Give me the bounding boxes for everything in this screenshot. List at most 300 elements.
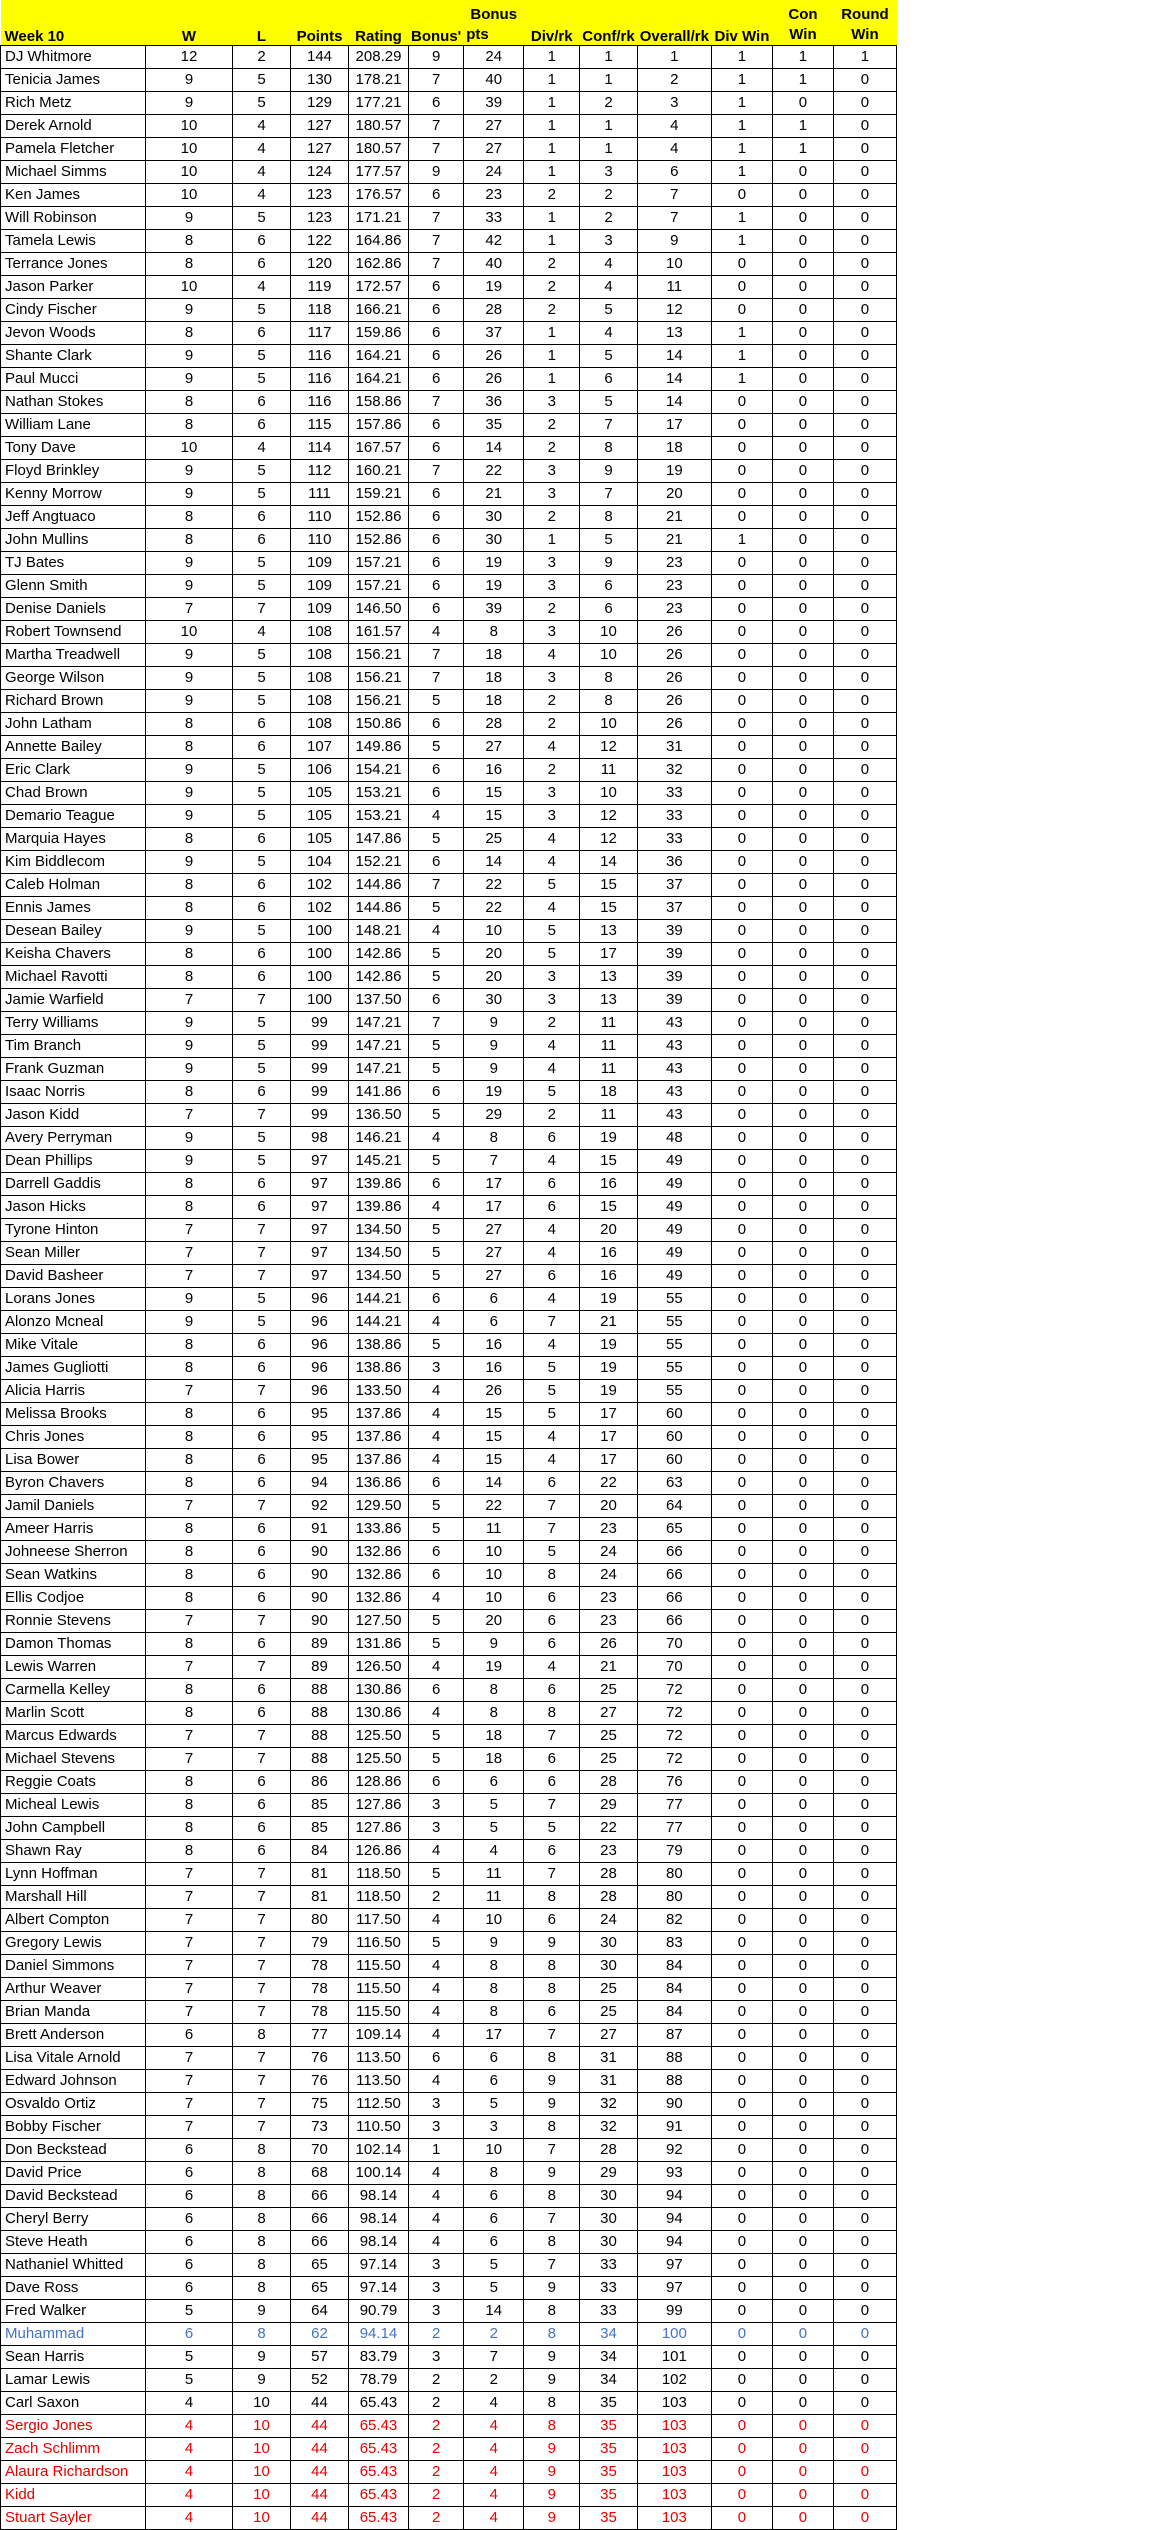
- cell-losses: 10: [233, 2414, 291, 2437]
- table-row: [1, 1586, 897, 1609]
- cell-bonus-pts: 3: [464, 2115, 524, 2138]
- cell-player-name: Muhammad: [1, 2322, 146, 2345]
- table-row: [1, 758, 897, 781]
- col-header-rating: Rating: [349, 0, 409, 45]
- cell-points: 97: [291, 1218, 349, 1241]
- cell-points: 90: [291, 1586, 349, 1609]
- cell-rating: 164.21: [349, 367, 409, 390]
- cell-wins: 5: [146, 2368, 233, 2391]
- cell-div-win: 0: [711, 275, 772, 298]
- cell-div-rank: 1: [524, 206, 580, 229]
- cell-div-win: 0: [711, 390, 772, 413]
- cell-wins: 8: [146, 1563, 233, 1586]
- cell-player-name: Jason Hicks: [1, 1195, 146, 1218]
- cell-overall-rank: 103: [637, 2483, 711, 2506]
- cell-points: 86: [291, 1770, 349, 1793]
- cell-round-win: 0: [833, 551, 896, 574]
- cell-round-win: 0: [833, 1931, 896, 1954]
- cell-bonus: 3: [409, 2276, 464, 2299]
- cell-round-win: 0: [833, 1310, 896, 1333]
- cell-bonus-pts: 27: [464, 137, 524, 160]
- cell-bonus: 6: [409, 183, 464, 206]
- cell-bonus: 7: [409, 206, 464, 229]
- cell-con-win: 0: [772, 2322, 833, 2345]
- cell-bonus-pts: 8: [464, 1126, 524, 1149]
- cell-conf-rank: 15: [580, 1195, 638, 1218]
- cell-div-win: 0: [711, 735, 772, 758]
- cell-rating: 146.50: [349, 597, 409, 620]
- cell-overall-rank: 49: [637, 1241, 711, 1264]
- cell-bonus-pts: 11: [464, 1517, 524, 1540]
- cell-conf-rank: 26: [580, 1632, 638, 1655]
- cell-player-name: Albert Compton: [1, 1908, 146, 1931]
- cell-conf-rank: 20: [580, 1218, 638, 1241]
- cell-points: 44: [291, 2414, 349, 2437]
- cell-overall-rank: 65: [637, 1517, 711, 1540]
- cell-wins: 7: [146, 1655, 233, 1678]
- cell-div-rank: 4: [524, 1655, 580, 1678]
- cell-wins: 10: [146, 183, 233, 206]
- cell-round-win: 0: [833, 183, 896, 206]
- cell-player-name: David Basheer: [1, 1264, 146, 1287]
- cell-div-win: 1: [711, 91, 772, 114]
- cell-wins: 8: [146, 390, 233, 413]
- cell-losses: 7: [233, 1885, 291, 1908]
- cell-div-rank: 5: [524, 942, 580, 965]
- cell-bonus-pts: 8: [464, 2161, 524, 2184]
- cell-div-rank: 2: [524, 597, 580, 620]
- table-row: [1, 2138, 897, 2161]
- cell-div-rank: 8: [524, 2046, 580, 2069]
- cell-overall-rank: 93: [637, 2161, 711, 2184]
- cell-rating: 157.86: [349, 413, 409, 436]
- cell-wins: 4: [146, 2437, 233, 2460]
- cell-con-win: 0: [772, 2069, 833, 2092]
- cell-con-win: 0: [772, 1655, 833, 1678]
- cell-round-win: 0: [833, 91, 896, 114]
- cell-overall-rank: 14: [637, 390, 711, 413]
- cell-player-name: Ken James: [1, 183, 146, 206]
- cell-player-name: Demario Teague: [1, 804, 146, 827]
- cell-round-win: 0: [833, 2000, 896, 2023]
- cell-bonus-pts: 39: [464, 91, 524, 114]
- cell-con-win: 0: [772, 482, 833, 505]
- cell-points: 106: [291, 758, 349, 781]
- cell-wins: 6: [146, 2322, 233, 2345]
- cell-overall-rank: 80: [637, 1862, 711, 1885]
- cell-div-rank: 6: [524, 1195, 580, 1218]
- cell-wins: 8: [146, 1333, 233, 1356]
- cell-rating: 115.50: [349, 1977, 409, 2000]
- cell-wins: 6: [146, 2276, 233, 2299]
- cell-rating: 115.50: [349, 2000, 409, 2023]
- cell-conf-rank: 5: [580, 298, 638, 321]
- cell-losses: 5: [233, 206, 291, 229]
- cell-points: 109: [291, 574, 349, 597]
- cell-conf-rank: 1: [580, 137, 638, 160]
- table-row: [1, 1862, 897, 1885]
- cell-bonus: 3: [409, 1793, 464, 1816]
- cell-overall-rank: 77: [637, 1793, 711, 1816]
- cell-player-name: Dave Ross: [1, 2276, 146, 2299]
- cell-conf-rank: 25: [580, 1678, 638, 1701]
- cell-div-win: 0: [711, 2069, 772, 2092]
- cell-div-rank: 1: [524, 160, 580, 183]
- cell-round-win: 0: [833, 459, 896, 482]
- cell-div-rank: 4: [524, 1333, 580, 1356]
- cell-player-name: Floyd Brinkley: [1, 459, 146, 482]
- cell-player-name: Richard Brown: [1, 689, 146, 712]
- cell-bonus-pts: 11: [464, 1885, 524, 1908]
- cell-wins: 4: [146, 2460, 233, 2483]
- cell-points: 44: [291, 2437, 349, 2460]
- cell-div-win: 0: [711, 1724, 772, 1747]
- table-row: [1, 2253, 897, 2276]
- cell-bonus: 6: [409, 367, 464, 390]
- cell-wins: 8: [146, 1701, 233, 1724]
- cell-div-win: 0: [711, 2483, 772, 2506]
- cell-losses: 6: [233, 735, 291, 758]
- cell-points: 97: [291, 1264, 349, 1287]
- cell-wins: 9: [146, 850, 233, 873]
- cell-round-win: 0: [833, 1448, 896, 1471]
- cell-bonus-pts: 19: [464, 1655, 524, 1678]
- cell-wins: 8: [146, 1839, 233, 1862]
- cell-wins: 6: [146, 2023, 233, 2046]
- cell-wins: 7: [146, 1931, 233, 1954]
- cell-points: 111: [291, 482, 349, 505]
- cell-conf-rank: 7: [580, 482, 638, 505]
- cell-div-win: 0: [711, 2092, 772, 2115]
- cell-points: 89: [291, 1632, 349, 1655]
- cell-bonus: 4: [409, 2000, 464, 2023]
- cell-wins: 8: [146, 1080, 233, 1103]
- cell-losses: 7: [233, 1655, 291, 1678]
- cell-round-win: 0: [833, 689, 896, 712]
- table-row: [1, 2414, 897, 2437]
- cell-losses: 6: [233, 505, 291, 528]
- cell-wins: 8: [146, 942, 233, 965]
- cell-bonus: 4: [409, 1425, 464, 1448]
- col-header-overall-rk: Overall/rk: [637, 0, 711, 45]
- col-header-round-win-line1: Round: [841, 5, 889, 23]
- cell-round-win: 0: [833, 873, 896, 896]
- cell-wins: 8: [146, 896, 233, 919]
- cell-round-win: 0: [833, 1977, 896, 2000]
- cell-conf-rank: 30: [580, 2207, 638, 2230]
- cell-losses: 7: [233, 1264, 291, 1287]
- cell-bonus: 6: [409, 1563, 464, 1586]
- cell-points: 44: [291, 2483, 349, 2506]
- cell-div-win: 0: [711, 2506, 772, 2529]
- cell-round-win: 0: [833, 68, 896, 91]
- table-row: [1, 1839, 897, 1862]
- cell-con-win: 0: [772, 2023, 833, 2046]
- cell-overall-rank: 4: [637, 137, 711, 160]
- cell-bonus-pts: 19: [464, 1080, 524, 1103]
- cell-bonus: 6: [409, 1471, 464, 1494]
- cell-bonus-pts: 6: [464, 2230, 524, 2253]
- cell-wins: 8: [146, 1172, 233, 1195]
- cell-bonus: 7: [409, 252, 464, 275]
- cell-overall-rank: 32: [637, 758, 711, 781]
- cell-con-win: 0: [772, 459, 833, 482]
- cell-points: 108: [291, 689, 349, 712]
- cell-bonus-pts: 36: [464, 390, 524, 413]
- cell-player-name: Marcus Edwards: [1, 1724, 146, 1747]
- cell-bonus-pts: 20: [464, 965, 524, 988]
- col-header-w: W: [146, 0, 233, 45]
- cell-bonus-pts: 18: [464, 1747, 524, 1770]
- cell-bonus-pts: 14: [464, 850, 524, 873]
- col-header-div-rk: Div/rk: [524, 0, 580, 45]
- cell-points: 100: [291, 919, 349, 942]
- cell-round-win: 0: [833, 2184, 896, 2207]
- cell-conf-rank: 4: [580, 275, 638, 298]
- cell-wins: 8: [146, 827, 233, 850]
- cell-round-win: 0: [833, 1678, 896, 1701]
- cell-div-win: 0: [711, 2184, 772, 2207]
- cell-losses: 5: [233, 666, 291, 689]
- cell-overall-rank: 102: [637, 2368, 711, 2391]
- cell-wins: 8: [146, 1540, 233, 1563]
- cell-bonus: 4: [409, 2207, 464, 2230]
- cell-bonus: 6: [409, 482, 464, 505]
- cell-rating: 137.86: [349, 1448, 409, 1471]
- cell-losses: 7: [233, 2069, 291, 2092]
- cell-bonus: 7: [409, 459, 464, 482]
- cell-overall-rank: 49: [637, 1149, 711, 1172]
- cell-con-win: 0: [772, 252, 833, 275]
- cell-div-rank: 8: [524, 1563, 580, 1586]
- cell-con-win: 0: [772, 620, 833, 643]
- cell-bonus: 6: [409, 1172, 464, 1195]
- cell-bonus-pts: 4: [464, 2414, 524, 2437]
- cell-points: 99: [291, 1034, 349, 1057]
- cell-rating: 97.14: [349, 2253, 409, 2276]
- cell-round-win: 0: [833, 2161, 896, 2184]
- cell-con-win: 0: [772, 689, 833, 712]
- cell-div-win: 1: [711, 160, 772, 183]
- cell-bonus-pts: 19: [464, 574, 524, 597]
- cell-div-rank: 8: [524, 1701, 580, 1724]
- cell-bonus-pts: 27: [464, 1241, 524, 1264]
- cell-div-rank: 4: [524, 1034, 580, 1057]
- table-row: [1, 804, 897, 827]
- cell-losses: 7: [233, 2046, 291, 2069]
- cell-losses: 7: [233, 1724, 291, 1747]
- table-row: [1, 1402, 897, 1425]
- cell-div-rank: 4: [524, 1448, 580, 1471]
- cell-losses: 8: [233, 2023, 291, 2046]
- cell-bonus-pts: 24: [464, 45, 524, 68]
- cell-losses: 5: [233, 482, 291, 505]
- cell-player-name: Rich Metz: [1, 91, 146, 114]
- cell-div-rank: 4: [524, 1287, 580, 1310]
- table-row: [1, 1678, 897, 1701]
- cell-div-win: 1: [711, 344, 772, 367]
- cell-bonus-pts: 7: [464, 1149, 524, 1172]
- cell-bonus: 5: [409, 1609, 464, 1632]
- cell-div-win: 0: [711, 252, 772, 275]
- cell-bonus-pts: 35: [464, 413, 524, 436]
- cell-rating: 160.21: [349, 459, 409, 482]
- cell-player-name: Alaura Richardson: [1, 2460, 146, 2483]
- cell-overall-rank: 94: [637, 2207, 711, 2230]
- cell-round-win: 0: [833, 2483, 896, 2506]
- cell-div-rank: 8: [524, 2184, 580, 2207]
- cell-bonus: 5: [409, 1218, 464, 1241]
- cell-conf-rank: 14: [580, 850, 638, 873]
- cell-div-win: 0: [711, 1080, 772, 1103]
- cell-points: 105: [291, 804, 349, 827]
- cell-points: 127: [291, 114, 349, 137]
- cell-conf-rank: 12: [580, 735, 638, 758]
- cell-wins: 9: [146, 666, 233, 689]
- cell-bonus-pts: 39: [464, 597, 524, 620]
- cell-con-win: 0: [772, 896, 833, 919]
- cell-overall-rank: 55: [637, 1333, 711, 1356]
- cell-points: 108: [291, 666, 349, 689]
- cell-conf-rank: 9: [580, 459, 638, 482]
- cell-bonus-pts: 10: [464, 919, 524, 942]
- cell-round-win: 0: [833, 850, 896, 873]
- cell-points: 105: [291, 827, 349, 850]
- cell-overall-rank: 91: [637, 2115, 711, 2138]
- cell-div-win: 1: [711, 114, 772, 137]
- cell-overall-rank: 70: [637, 1632, 711, 1655]
- cell-round-win: 0: [833, 298, 896, 321]
- cell-bonus-pts: 7: [464, 2345, 524, 2368]
- cell-bonus-pts: 5: [464, 2092, 524, 2115]
- cell-round-win: 0: [833, 735, 896, 758]
- cell-wins: 8: [146, 965, 233, 988]
- cell-points: 130: [291, 68, 349, 91]
- cell-con-win: 0: [772, 1195, 833, 1218]
- cell-conf-rank: 19: [580, 1333, 638, 1356]
- table-row: [1, 1793, 897, 1816]
- table-row: [1, 2230, 897, 2253]
- cell-div-rank: 1: [524, 91, 580, 114]
- cell-round-win: 0: [833, 1241, 896, 1264]
- cell-points: 110: [291, 528, 349, 551]
- cell-points: 96: [291, 1379, 349, 1402]
- cell-bonus-pts: 4: [464, 2391, 524, 2414]
- cell-losses: 7: [233, 1931, 291, 1954]
- cell-bonus: 7: [409, 68, 464, 91]
- cell-bonus-pts: 17: [464, 2023, 524, 2046]
- cell-div-rank: 6: [524, 1609, 580, 1632]
- cell-bonus: 4: [409, 2184, 464, 2207]
- cell-bonus-pts: 22: [464, 896, 524, 919]
- cell-losses: 6: [233, 1793, 291, 1816]
- cell-losses: 7: [233, 1609, 291, 1632]
- cell-div-win: 0: [711, 1793, 772, 1816]
- table-row: [1, 2046, 897, 2069]
- cell-overall-rank: 90: [637, 2092, 711, 2115]
- cell-overall-rank: 43: [637, 1103, 711, 1126]
- cell-overall-rank: 21: [637, 528, 711, 551]
- cell-points: 102: [291, 896, 349, 919]
- cell-overall-rank: 72: [637, 1678, 711, 1701]
- cell-bonus-pts: 9: [464, 1057, 524, 1080]
- cell-con-win: 0: [772, 988, 833, 1011]
- cell-conf-rank: 35: [580, 2460, 638, 2483]
- cell-bonus: 6: [409, 505, 464, 528]
- cell-player-name: Tamela Lewis: [1, 229, 146, 252]
- cell-con-win: 0: [772, 298, 833, 321]
- cell-losses: 8: [233, 2138, 291, 2161]
- cell-wins: 7: [146, 1218, 233, 1241]
- cell-div-win: 0: [711, 597, 772, 620]
- cell-points: 123: [291, 206, 349, 229]
- cell-conf-rank: 24: [580, 1908, 638, 1931]
- cell-div-rank: 1: [524, 114, 580, 137]
- cell-player-name: Will Robinson: [1, 206, 146, 229]
- cell-points: 96: [291, 1356, 349, 1379]
- cell-round-win: 0: [833, 1839, 896, 1862]
- cell-bonus: 4: [409, 1195, 464, 1218]
- cell-div-rank: 5: [524, 1540, 580, 1563]
- cell-con-win: 0: [772, 873, 833, 896]
- cell-div-win: 1: [711, 528, 772, 551]
- cell-wins: 10: [146, 620, 233, 643]
- cell-losses: 7: [233, 1494, 291, 1517]
- cell-con-win: 0: [772, 1241, 833, 1264]
- cell-bonus-pts: 6: [464, 1770, 524, 1793]
- cell-div-win: 0: [711, 2000, 772, 2023]
- cell-losses: 6: [233, 1563, 291, 1586]
- cell-bonus: 6: [409, 2046, 464, 2069]
- cell-bonus-pts: 18: [464, 689, 524, 712]
- cell-rating: 208.29: [349, 45, 409, 68]
- cell-points: 90: [291, 1609, 349, 1632]
- cell-conf-rank: 11: [580, 1011, 638, 1034]
- cell-wins: 9: [146, 689, 233, 712]
- cell-bonus: 6: [409, 597, 464, 620]
- cell-player-name: Carl Saxon: [1, 2391, 146, 2414]
- cell-points: 85: [291, 1816, 349, 1839]
- cell-round-win: 0: [833, 1287, 896, 1310]
- cell-con-win: 0: [772, 1862, 833, 1885]
- cell-wins: 5: [146, 2345, 233, 2368]
- cell-con-win: 0: [772, 919, 833, 942]
- table-row: [1, 689, 897, 712]
- cell-player-name: John Mullins: [1, 528, 146, 551]
- cell-player-name: Sean Harris: [1, 2345, 146, 2368]
- cell-round-win: 0: [833, 2115, 896, 2138]
- table-row: [1, 2322, 897, 2345]
- cell-wins: 4: [146, 2506, 233, 2529]
- cell-bonus-pts: 40: [464, 68, 524, 91]
- cell-overall-rank: 49: [637, 1195, 711, 1218]
- cell-overall-rank: 60: [637, 1448, 711, 1471]
- cell-conf-rank: 5: [580, 528, 638, 551]
- cell-overall-rank: 9: [637, 229, 711, 252]
- cell-bonus-pts: 2: [464, 2322, 524, 2345]
- table-row: [1, 1724, 897, 1747]
- cell-wins: 10: [146, 275, 233, 298]
- cell-div-win: 0: [711, 1264, 772, 1287]
- cell-points: 68: [291, 2161, 349, 2184]
- cell-rating: 152.86: [349, 528, 409, 551]
- cell-points: 96: [291, 1287, 349, 1310]
- cell-points: 108: [291, 712, 349, 735]
- cell-round-win: 0: [833, 1563, 896, 1586]
- cell-bonus-pts: 37: [464, 321, 524, 344]
- cell-round-win: 0: [833, 436, 896, 459]
- cell-div-win: 0: [711, 1954, 772, 1977]
